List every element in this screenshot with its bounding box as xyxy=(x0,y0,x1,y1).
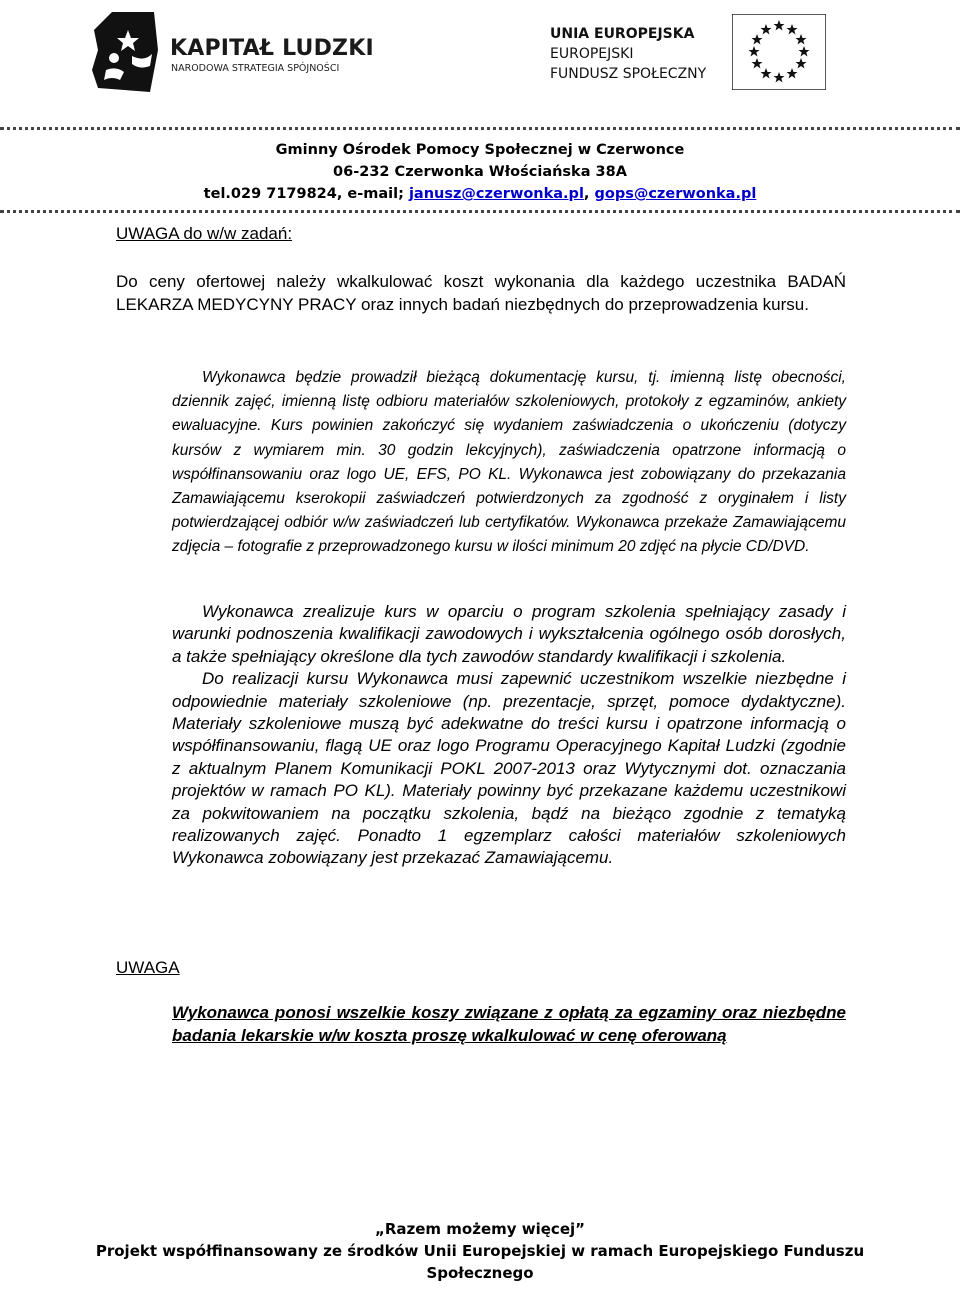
kapital-ludzki-logo-icon xyxy=(92,10,164,94)
eu-logo-text xyxy=(550,24,706,84)
paragraph-program-a xyxy=(172,601,846,668)
footer xyxy=(0,1218,960,1284)
uwaga-heading: UWAGA do w/w zadań: xyxy=(116,224,293,243)
footer-slogan: „Razem możemy więcej” xyxy=(375,1220,585,1238)
paragraph-costs-warning: Wykonawca ponosi wszelkie koszy związane z opłatą za egzaminy oraz niezbędne badania lekarskie w/w koszta proszę wkalkulować w cenę oferowaną xyxy=(172,1003,846,1045)
contact-org: Gminny Ośrodek Pomocy Społecznej w Czerwonce xyxy=(275,142,685,158)
footer-line1: Projekt współfinansowany ze środków Unii Europejskiej w ramach Europejskiego Funduszu xyxy=(95,1242,865,1260)
paragraph-program xyxy=(172,601,846,870)
eu-logo-line1: UNIA EUROPEJSKA xyxy=(550,26,695,42)
paragraph-cost-note: Do ceny ofertowej należy wkalkulować koszt wykonania dla każdego uczestnika BADAŃ LEKARZA MEDYCYNY PRACY oraz innych badań niezbędnych do przeprowadzenia kursu. xyxy=(116,272,846,314)
paragraph-program-a-text: Wykonawca zrealizuje kurs w oparciu o program szkolenia spełniający zasady i warunki podnoszenia kwalifikacji zawodowych i wykształcenia ogólnego osób dorosłych, a także spełniający określone dla tych zawodów standardy kwalifikacji i szkolenia. xyxy=(172,602,846,666)
email-link-janusz[interactable]: janusz@czerwonka.pl xyxy=(408,186,584,202)
contact-block xyxy=(0,139,960,205)
contact-phone: tel.029 7179824, e-mail; xyxy=(203,186,409,202)
header-divider-top xyxy=(0,127,960,130)
uwaga-heading-2: UWAGA xyxy=(116,958,180,977)
contact-line xyxy=(0,183,960,205)
header-divider-bottom xyxy=(0,210,960,213)
kl-logo-title: KAPITAŁ LUDZKI xyxy=(170,36,374,61)
eu-logo xyxy=(534,0,846,104)
paragraph-documentation xyxy=(172,366,846,560)
paragraph-program-b-text: Do realizacji kursu Wykonawca musi zapewnić uczestnikom wszelkie niezbędne i odpowiednie materiały szkoleniowe (np. prezentacje, sprzęt, pomoce dydaktyczne). Materiały szkoleniowe muszą być adekwatne do treści kursu i opatrzone informacją o współfinansowaniu, flagą UE oraz logo Programu Operacyjnego Kapitał Ludzki (zgodnie z aktualnym Planem Komunikacji POKL 2007-2013 oraz Wytycznymi dot. oznaczania projektów w ramach PO KL). Materiały powinny być przekazane każdemu uczestnikowi za pokwitowaniem na początku szkolenia, bądź na bieżąco zgodnie z tematyką realizowanych zajęć. Ponadto 1 egzemplarz całości materiałów szkoleniowych Wykonawca zobowiązany jest przekazać Zamawiającemu. xyxy=(172,669,846,868)
eu-logo-line3: FUNDUSZ SPOŁECZNY xyxy=(550,66,707,82)
paragraph-documentation-text: Wykonawca będzie prowadził bieżącą dokumentację kursu, tj. imienną listę obecności, dziennik zajęć, imienną listę odbioru materiałów szkoleniowych, protokoły z egzaminów, ankiety ewaluacyjne. Kurs powinien zakończyć się wydaniem zaświadczenia o ukończeniu (dotyczy kursów z wymiarem min. 30 godzin lekcyjnych), zaświadczenia opatrzone informacją o współfinansowaniu oraz logo UE, EFS, PO KL. Wykonawca jest zobowiązany do przekazania Zamawiającemu kserokopii zaświadczeń potwierdzonych za zgodność z oryginałem i listy potwierdzającej odbiór w/w zaświadczeń lub certyfikatów. Wykonawca przekaże Zamawiającemu zdjęcia – fotografie z przeprowadzonego kursu w ilości minimum 20 zdjęć na płycie CD/DVD. xyxy=(172,369,846,556)
kapital-ludzki-logo xyxy=(92,8,374,94)
eu-flag-icon xyxy=(732,14,826,90)
paragraph-program-b xyxy=(172,668,846,870)
contact-address: 06-232 Czerwonka Włościańska 38A xyxy=(333,164,627,180)
footer-line2: Społecznego xyxy=(426,1264,534,1282)
email-link-gops[interactable]: gops@czerwonka.pl xyxy=(594,186,757,202)
kl-logo-subtitle: NARODOWA STRATEGIA SPÓJNOŚCI xyxy=(171,63,340,74)
contact-separator: , xyxy=(583,186,595,202)
eu-logo-line2: EUROPEJSKI xyxy=(550,46,634,62)
